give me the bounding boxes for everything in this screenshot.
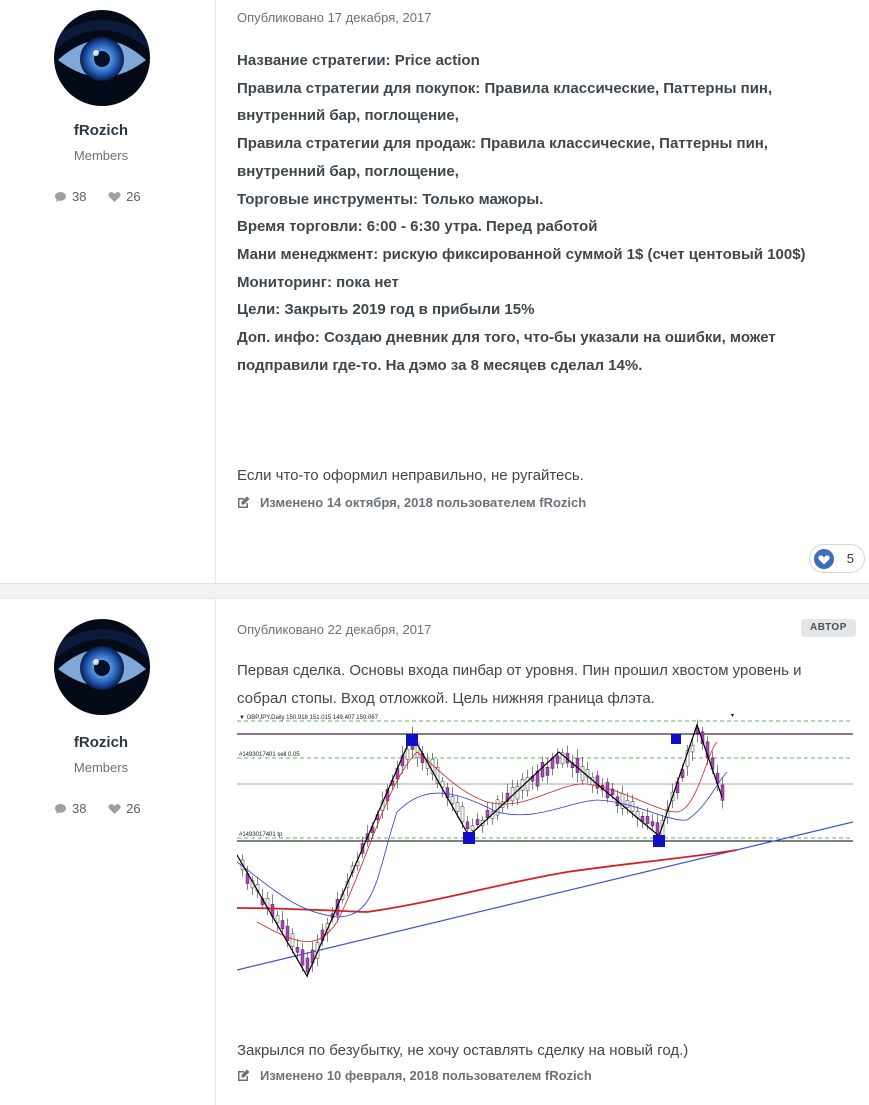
candle-body <box>576 758 579 772</box>
speech-bubble-icon <box>54 191 67 203</box>
post-count <box>54 801 86 816</box>
candle-body <box>301 950 304 965</box>
pivot-marker <box>671 734 681 744</box>
author-group: Members <box>73 760 129 775</box>
edit-icon <box>237 496 250 509</box>
pivot-marker <box>653 835 665 847</box>
speech-bubble-icon <box>54 803 67 815</box>
candle-body <box>296 947 299 952</box>
post-count-value: 38 <box>72 189 87 204</box>
candle-body <box>471 826 474 831</box>
avatar[interactable] <box>54 10 150 106</box>
edit-icon <box>237 1069 250 1082</box>
edited-notice <box>237 495 586 510</box>
candle-body <box>286 926 289 941</box>
candle-body <box>406 749 409 759</box>
text-line: Мани менеджмент: рискую фиксированной суммой 1$ (счет центовый 100$) <box>237 245 806 263</box>
level-label-tp: #1493017401 tp <box>239 832 283 838</box>
text-line: Правила стратегии для продаж: Правила классические, Паттерны пин, <box>237 135 769 153</box>
post-separator <box>0 583 869 599</box>
candle-body <box>626 800 629 807</box>
strategy-text <box>237 47 806 379</box>
heart-icon <box>108 803 121 815</box>
candle-body <box>546 767 549 775</box>
author-stats <box>54 189 159 206</box>
author-column <box>0 599 216 1105</box>
reputation-value: 26 <box>126 801 141 816</box>
candle-body <box>526 778 529 791</box>
post-text <box>237 657 857 712</box>
author-badge: АВТОР <box>801 619 856 637</box>
edited-notice <box>237 1068 592 1083</box>
text-line: Время торговли: 6:00 - 6:30 утра. Перед работой <box>237 218 598 236</box>
candle-body <box>646 816 649 823</box>
candle-body <box>281 921 284 929</box>
text-line: подправили где-то. На дэмо за 8 месяцев сделал 14%. <box>237 356 643 374</box>
author-name[interactable]: fRozich <box>73 734 129 751</box>
chart-header-label: ▼ GBPJPY,Daily 150.918 151.015 149.407 150.067 <box>239 715 378 721</box>
chart-arrow-glyph: ▾ <box>731 713 735 719</box>
reputation-value: 26 <box>126 189 141 204</box>
post-count-value: 38 <box>72 801 87 816</box>
text-line: Первая сделка. Основы входа пинбар от уровня. Пин прошил хвостом уровень и <box>237 662 802 679</box>
candle-body <box>276 916 279 923</box>
candle-body <box>476 819 479 824</box>
post-note: Если что-то оформил неправильно, не ругайтесь. <box>237 467 584 484</box>
text-line: Доп. инфо: Создаю дневник для того, что-бы указали на ошибки, может <box>237 329 776 347</box>
text-line: собрал стопы. Вход отложкой. Цель нижняя граница флэта. <box>237 689 655 707</box>
edited-text: Изменено 10 февраля, 2018 пользователем fRozich <box>260 1068 592 1083</box>
reaction-button[interactable] <box>809 544 865 573</box>
post-date[interactable]: Опубликовано 17 декабря, 2017 <box>237 10 432 25</box>
author-stats <box>54 801 159 818</box>
trading-chart-image[interactable] <box>237 712 853 979</box>
author-column <box>0 0 216 583</box>
candle-body <box>691 745 694 752</box>
candle-body <box>516 786 519 799</box>
text-line: Цели: Закрыть 2019 год в прибыли 15% <box>237 301 535 319</box>
text-line: Мониторинг: пока нет <box>237 273 399 291</box>
post-date[interactable]: Опубликовано 22 декабря, 2017 <box>237 622 432 637</box>
avatar[interactable] <box>54 619 150 715</box>
candle-body <box>456 803 459 812</box>
candle-body <box>651 822 654 826</box>
text-line: внутренний бар, поглощение, <box>237 107 459 125</box>
candle-body <box>291 934 294 947</box>
text-line: внутренний бар, поглощение, <box>237 162 459 180</box>
candle-body <box>486 810 489 817</box>
author-group: Members <box>73 148 129 163</box>
edited-text: Изменено 14 октября, 2018 пользователем fRozich <box>260 495 587 510</box>
reputation <box>108 801 140 816</box>
level-label-sell: #1493017401 sell 0.05 <box>239 752 300 758</box>
post-count <box>54 189 86 204</box>
candle-body <box>451 797 454 804</box>
heart-icon <box>108 191 121 203</box>
reputation <box>108 189 140 204</box>
candle-body <box>581 767 584 781</box>
pivot-marker <box>463 832 475 844</box>
pivot-marker <box>406 734 418 746</box>
post-closing-text: Закрылся по безубытку, не хочу оставлять сделку на новый год.) <box>237 1042 689 1059</box>
candle-body <box>306 958 309 972</box>
text-line: Торговые инструменты: Только мажоры. <box>237 190 544 208</box>
text-line: Правила стратегии для покупок: Правила классические, Паттерны пин, <box>237 79 773 97</box>
text-line: Название стратегии: Price action <box>237 52 480 69</box>
candle-body <box>606 782 609 797</box>
candle-body <box>461 807 464 822</box>
candle-body <box>541 762 544 777</box>
candle-body <box>721 785 724 800</box>
candle-body <box>466 822 469 829</box>
author-name[interactable]: fRozich <box>73 122 129 139</box>
reaction-count: 5 <box>846 551 854 566</box>
candle-body <box>556 756 559 764</box>
heart-reaction-icon <box>814 549 834 569</box>
post-2 <box>0 599 869 1105</box>
